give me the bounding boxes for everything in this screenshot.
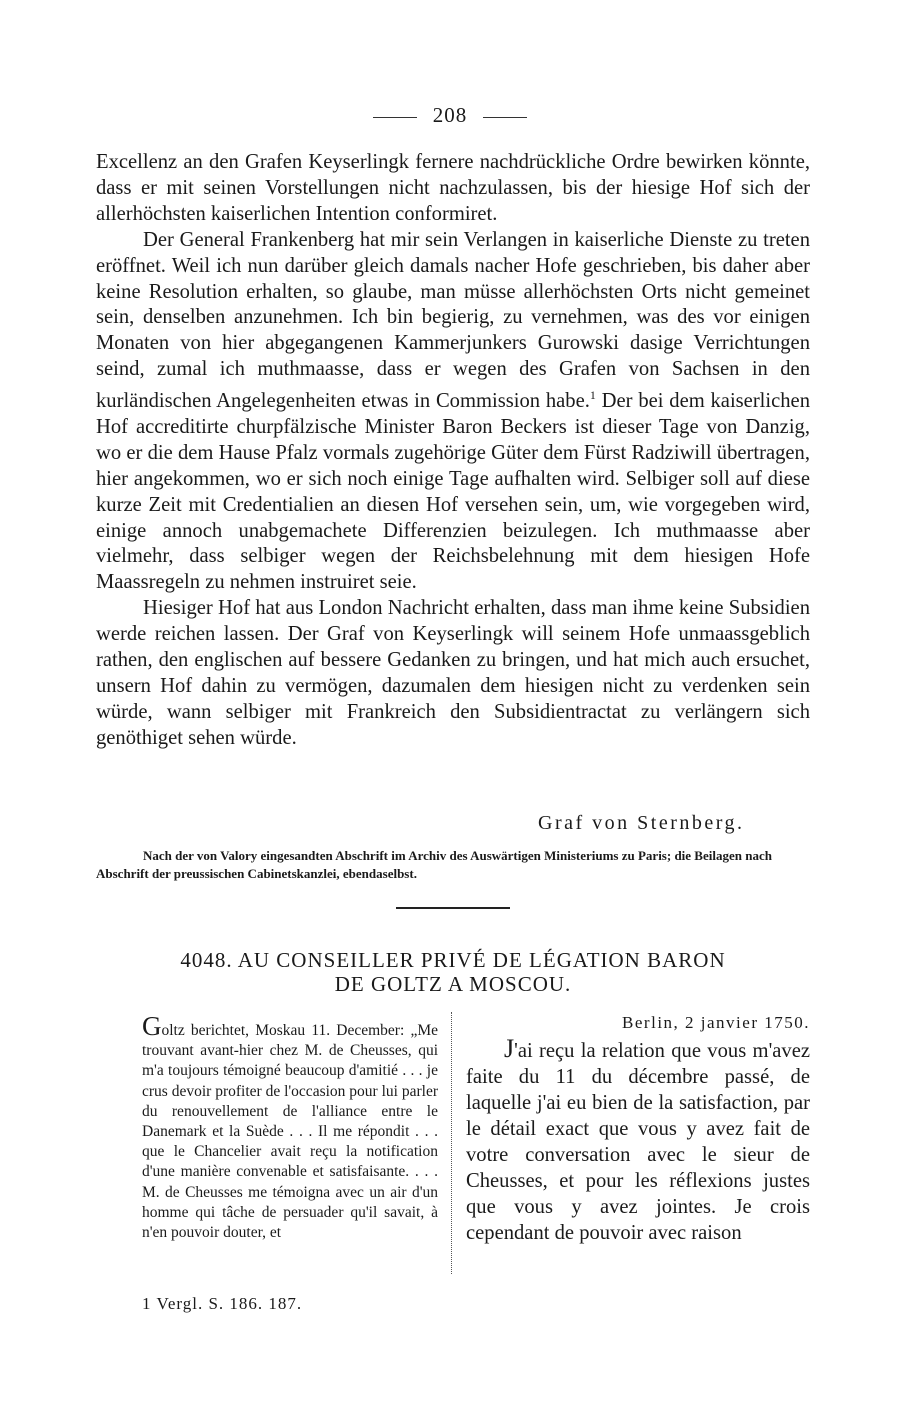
paragraph-1: Excellenz an den Grafen Keyserlingk fernere nachdrückliche Ordre bewirken könnte, dass er mit seinen Vorstellungen nicht nachzulassen, bis der hiesige Hof sich der allerhöchsten kaiserlichen Intention conformiret.: [96, 151, 810, 225]
main-text: [96, 150, 810, 752]
paragraph-3: Hiesiger Hof hat aus London Nachricht erhalten, dass man ihme keine Subsidien werde reichen lassen. Der Graf von Keyserlingk will seinem Hofe unmaassgeblich rathen, den englischen auf bessere Gedanken zu bringen, und hat mich auch ersuchet, unsern Hof dahin zu vermögen, dazumalen dem hiesigen nicht zu verdenken sein würde, wann selbiger mit Frankreich den Subsidientractat zu verlängern sich genöthiget sehen würde.: [96, 597, 810, 749]
paragraph-2-part-a: Der General Frankenberg hat mir sein Verlangen in kaiserliche Dienste zu treten eröffnet. Weil ich nun darüber gleich damals nacher Hofe geschrieben, bis daher aber keine Resolution erhalten, so glaube, man müsse allerhöchsten Orts nicht gemeinet sein, denselben anzunehmen. Ich bin begierig, zu vernehmen, was des vor einigen Monaten von hier abgegangenen Kammerjunkers Gurowski dasige Verrichtungen seind, zumal ich muthmaasse, dass er wegen des Grafen von Sachsen in den kurländischen Angelegenheiten etwas in Commission habe.: [96, 228, 810, 413]
right-initial: J: [504, 1034, 515, 1063]
paragraph-2-part-b: Der bei dem kaiserlichen Hof accreditirte churpfälzische Minister Baron Beckers ist dieser Tage von Danzig, wo er die dem Hause Pfalz vormals zugehörige Güter dem Fürst Radziwill übertragen, hier angekommen, wo er sich noch einige Tage aufhalten wird. Selbiger soll auf diese kurze Zeit mit Credentialien an diesen Hof versehen sein, um, wie vorgegeben wird, einige annoch unabgemachete Differenzien beizulegen. Ich muthmaasse aber vielmehr, dass selbiger wegen der Reichsbelehnung mit dem hiesigen Hofe Maassregeln zu nehmen instruiret seie.: [96, 390, 810, 594]
document-heading: [96, 948, 810, 996]
heading-line-1: 4048. AU CONSEILLER PRIVÉ DE LÉGATION BARON: [180, 948, 726, 972]
left-column-summary: [142, 1011, 438, 1243]
paragraph-2: [96, 228, 810, 597]
header-rule-right: [483, 117, 527, 118]
letter-text-block: [466, 1036, 810, 1246]
letter-text: 'ai reçu la relation que vous m'avez faite du 11 du décembre passé, de laquelle j'ai eu bien de la satisfaction, par le détail exact que vous y avez fait de votre conversation avec le sieur de Cheusses, et pour les réflexions justes que vous y avez jointes. Je crois cependant de pouvoir avec raison: [466, 1040, 810, 1244]
column-divider: [451, 1012, 452, 1274]
page-header: [0, 103, 900, 128]
left-initial: G: [142, 1011, 162, 1041]
source-note: Nach der von Valory eingesandten Abschrift im Archiv des Auswärtigen Ministeriums zu Paris; die Beilagen nach Abschrift der preussischen Cabinetskanzlei, ebendaselbst.: [96, 848, 772, 881]
dateline: Berlin, 2 janvier 1750.: [622, 1013, 810, 1032]
page-number: 208: [432, 103, 468, 127]
left-column-text: oltz berichtet, Moskau 11. December: „Me trouvant avant-hier chez M. de Cheusses, qui m'a toujours témoigné beaucoup d'amitié . . . je crus devoir profiter de l'occasion pour lui parler du renouvellement de l'alliance entre le Danemark et la Suède . . . Il me répondit . . . que le Chancelier avait reçu la notification d'une manière convenable et satisfaisante. . . . M. de Cheusses me témoigna avec un air d'un homme qui tâche de persuader qu'il savait, à n'en pouvoir douter, et: [142, 1022, 438, 1242]
heading-line-2: DE GOLTZ A MOSCOU.: [334, 972, 572, 996]
footnote-marker: 1: [589, 388, 596, 403]
right-column-letter: [466, 1012, 810, 1246]
footnote: 1 Vergl. S. 186. 187.: [142, 1294, 303, 1313]
signature: Graf von Sternberg.: [538, 812, 745, 834]
section-divider: [396, 907, 510, 909]
header-rule-left: [373, 117, 417, 118]
